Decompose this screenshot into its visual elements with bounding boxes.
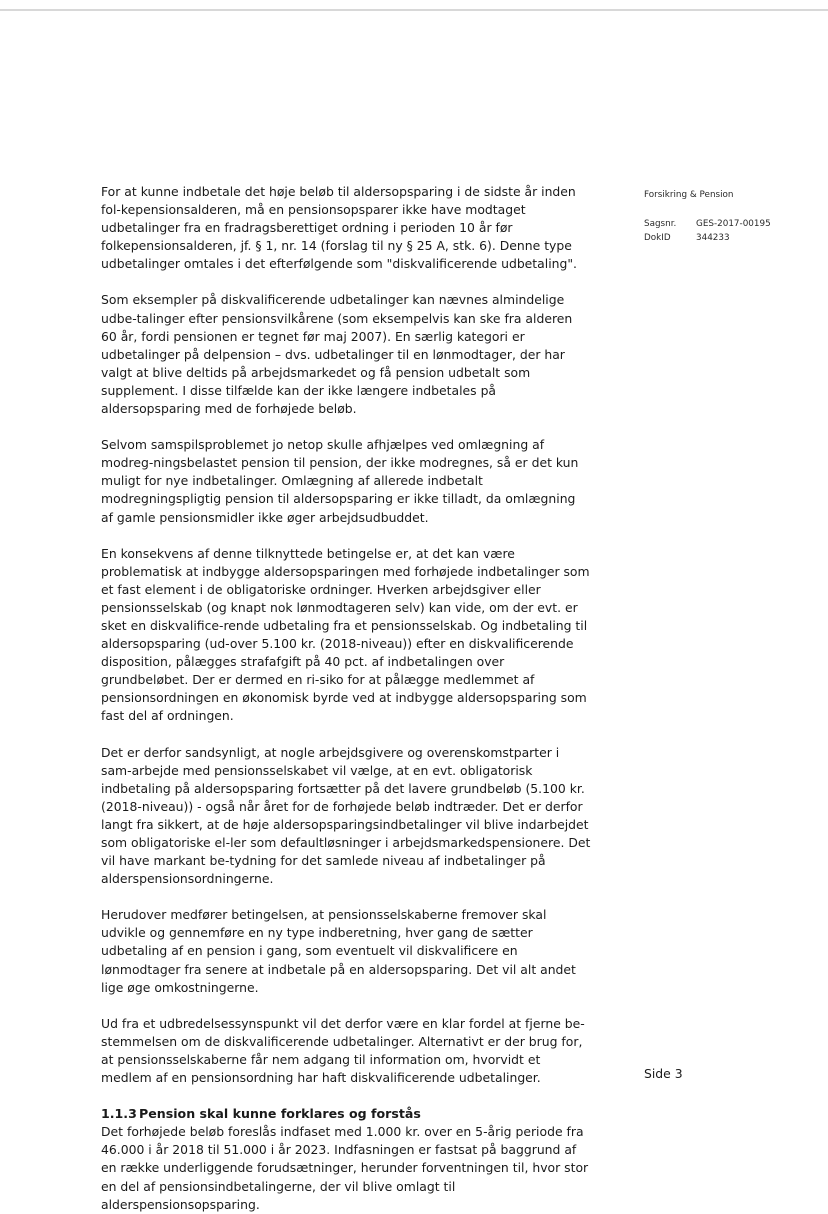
body-paragraph: Det er derfor sandsynligt, at nogle arbejdsgivere og overenskomstparter i sam-arbejde med pensionsselskabet vil vælge, at en evt. obligatorisk indbetaling på aldersopsparing fortsætter på det lavere grundbeløb (5.100 kr. (2018-niveau)) - også når året for de forhøjede beløb indtræder. Det er derfor langt fra sikkert, at de høje aldersopsparingsindbetalinger vil blive indarbejdet som obligatoriske el-ler som defaultløsninger i arbejdsmarkedspensionere. Det vil have markant be-tydning for det samlede niveau af indbetalinger på alderspensionsordningerne. [101, 744, 591, 887]
section-title: Pension skal kunne forklares og forstås [139, 1106, 421, 1122]
document-body [101, 183, 591, 1214]
body-paragraph: Ud fra et udbredelsessynspunkt vil det derfor være en klar fordel at fjerne be-stemmelsen om de diskvalificerende udbetalinger. Alternativt er der brug for, at pensionsselskaberne får nem adgang til information om, hvorvidt et medlem af en pensionsordning har haft diskvalificerende udbetalinger. [101, 1015, 585, 1086]
meta-value: GES-2017-00195 [696, 219, 771, 229]
meta-value: 344233 [696, 233, 730, 243]
page-number: Side 3 [644, 1066, 683, 1081]
body-paragraph: Selvom samspilsproblemet jo netop skulle afhjælpes ved omlægning af modreg-ningsbelastet pension til pension, der ikke modregnes, så er det kun muligt for nye indbetalinger. Omlægning af allerede indbetalt modregningspligtig pension til aldersopsparing er ikke tilladt, da omlægning af gamle pensionsmidler ikke øger arbejdsudbuddet. [101, 437, 579, 525]
meta-case-number [644, 217, 819, 231]
section-number: 1.1.3 [101, 1106, 137, 1122]
meta-key: Sagsnr. [644, 219, 677, 229]
organization-name: Forsikring & Pension [644, 190, 734, 200]
scan-edge-line [0, 9, 828, 11]
document-sidebar [644, 188, 819, 245]
body-paragraph: En konsekvens af denne tilknyttede betingelse er, at det kan være problematisk at indbygge aldersopsparingen med forhøjede indbetalinger som et fast element i de obligatoriske ordninger. Hverken arbejdsgiver eller pensionsselskab (og knapt nok lønmodtageren selv) kan vide, om der evt. er sket en diskvalifice-rende udbetaling fra et pensionsselskab. Og indbetaling til aldersopsparing (ud-over 5.100 kr. (2018-niveau)) efter en diskvalificerende disposition, pålægges strafafgift på 40 pct. af indbetalingen over grundbeløbet. Der er dermed en ri-siko for at pålægge medlemmet af pensionsordningen en økonomisk byrde ved at indbygge aldersopsparing som fast del af ordningen. [101, 545, 590, 724]
section-paragraph: Det forhøjede beløb foreslås indfaset med 1.000 kr. over en 5-årig periode fra 46.000 i år 2018 til 51.000 i år 2023. Indfasningen er fastsat på baggrund af en række underliggende forudsætninger, herunder forventningen til, hvor stor en del af pensionsindbetalingerne, der vil blive omlagt til alderspensionsopsparing. [101, 1124, 589, 1212]
meta-doc-id [644, 231, 819, 245]
body-paragraph: Som eksempler på diskvalificerende udbetalinger kan nævnes almindelige udbe-talinger efter pensionsvilkårene (som eksempelvis kan ske fra alderen 60 år, fordi pensionen er tegnet før maj 2007). En særlig kategori er udbetalinger på delpension – dvs. udbetalinger til en lønmodtager, der har valgt at blive deltids på arbejdsmarkedet og få pension udbetalt som supplement. I disse tilfælde kan der ikke længere indbetales på aldersopsparing med de forhøjede beløb. [101, 292, 573, 417]
meta-key: DokID [644, 233, 671, 243]
body-paragraph: Herudover medfører betingelsen, at pensionsselskaberne fremover skal udvikle og gennemføre en ny type indberetning, hver gang de sætter udbetaling af en pension i gang, som eventuelt vil diskvalificere en lønmodtager fra senere at indbetale på en aldersopsparing. Det vil alt andet lige øge omkostningerne. [101, 907, 576, 995]
body-paragraph: For at kunne indbetale det høje beløb til aldersopsparing i de sidste år inden fol-kepensionsalderen, må en pensionsopsparer ikke have modtaget udbetalinger fra en fradragsberettiget ordning i perioden 10 år før folkepensionsalderen, jf. § 1, nr. 14 (forslag til ny § 25 A, stk. 6). Denne type udbetalinger omtales i det efterfølgende som "diskvalificerende udbetaling". [101, 184, 577, 272]
section-heading [101, 1105, 591, 1123]
